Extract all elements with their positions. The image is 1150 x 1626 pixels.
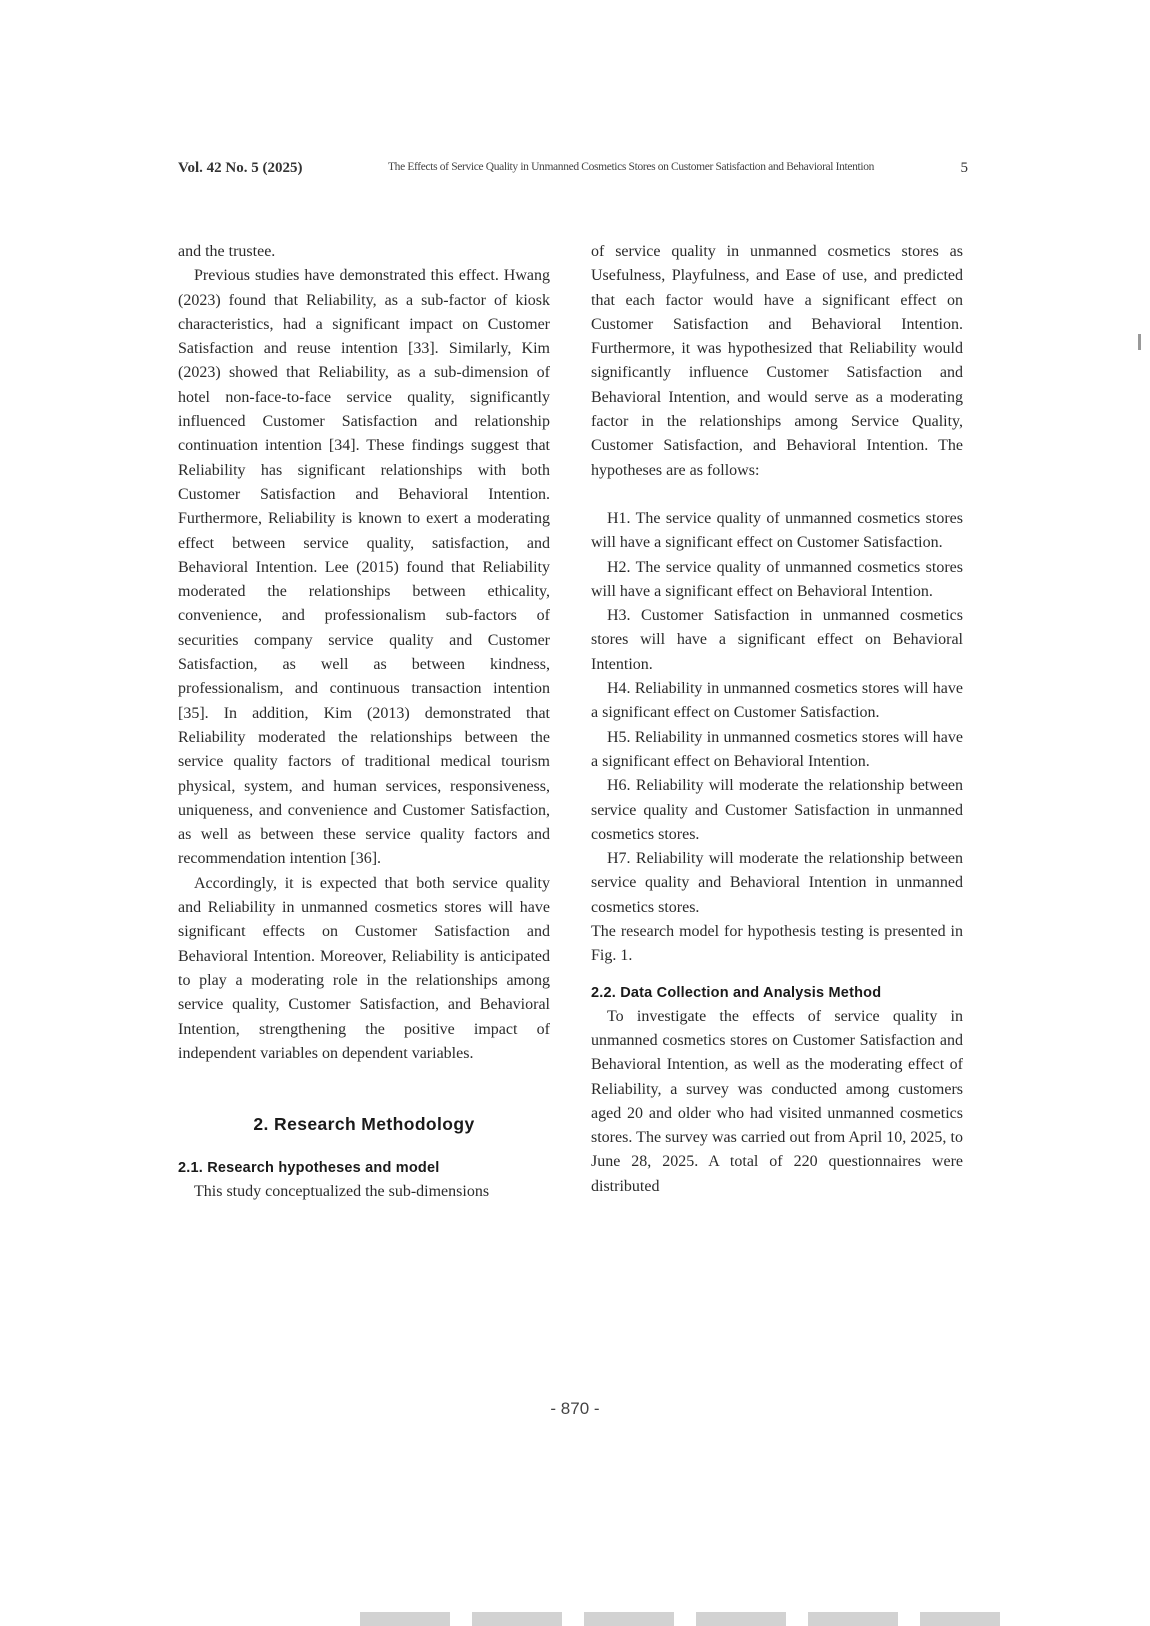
paragraph: of service quality in unmanned cosmetics stores as Usefulness, Playfulness, and Ease of use, and predicted that each factor would have a significant effect on Customer Satisfaction and Behavioral Intention. Furthermore, it was hypothesized that Reliability would significantly influence Customer Satisfaction and Behavioral Intention, and would serve as a moderating factor in the relationships among Service Quality, Customer Satisfaction, and Behavioral Intention. The hypotheses are as follows: — [591, 243, 963, 479]
running-header — [178, 160, 968, 186]
left-column — [178, 240, 550, 1205]
running-title: The Effects of Service Quality in Unmanned Cosmetics Stores on Customer Satisfaction and Behavioral Intention — [388, 161, 875, 173]
scan-artifact-band — [360, 1612, 1000, 1626]
hypothesis-item: H6. Reliability will moderate the relationship between service quality and Customer Satisfaction in unmanned cosmetics stores. — [591, 777, 963, 843]
hypothesis-item: H4. Reliability in unmanned cosmetics stores will have a significant effect on Customer Satisfaction. — [591, 680, 963, 722]
hypothesis-item: H1. The service quality of unmanned cosmetics stores will have a significant effect on Customer Satisfaction. — [591, 509, 963, 552]
journal-page-number: 5 — [960, 160, 968, 176]
hypothesis-item: H2. The service quality of unmanned cosmetics stores will have a significant effect on Behavioral Intention. — [591, 558, 963, 600]
subsection-title: 2.2. Data Collection and Analysis Method — [591, 984, 882, 1001]
hypothesis-item: H5. Reliability in unmanned cosmetics stores will have a significant effect on Behavioral Intention. — [591, 728, 963, 770]
paragraph: and the trustee. — [178, 243, 276, 260]
hypothesis-item: H7. Reliability will moderate the relationship between service quality and Behavioral Intention in unmanned cosmetics stores. — [591, 850, 963, 916]
journal-volume: Vol. 42 No. 5 (2025) — [178, 160, 303, 176]
hypothesis-item: H3. Customer Satisfaction in unmanned cosmetics stores will have a significant effect on Behavioral Intention. — [591, 607, 963, 673]
subsection-title: 2.1. Research hypotheses and model — [178, 1160, 440, 1177]
paragraph: The research model for hypothesis testing is presented in Fig. 1. — [591, 923, 963, 965]
paragraph: To investigate the effects of service quality in unmanned cosmetics stores on Customer Satisfaction and Behavioral Intention, as well as the moderating effect of Reliability, a survey was conducted among customers aged 20 and older who had visited unmanned cosmetics stores. The survey was carried out from April 10, 2025, to June 28, 2025. A total of 220 questionnaires were distributed — [591, 1007, 963, 1195]
footer-page-number: - 870 - — [550, 1399, 600, 1418]
section-title: 2. Research Methodology — [253, 1114, 475, 1135]
right-column — [591, 240, 963, 1199]
paragraph: Previous studies have demonstrated this effect. Hwang (2023) found that Reliability, as a sub-factor of kiosk characteristics, had a significant impact on Customer Satisfaction and reuse intention [33]. Similarly, Kim (2023) showed that Reliability, as a sub-dimension of hotel non-face-to-face service quality, significantly influenced Customer Satisfaction and relationship continuation intention [34]. These findings suggest that Reliability has significant relationships with both Customer Satisfaction and Behavioral Intention. Furthermore, Reliability is known to exert a moderating effect between service quality, satisfaction, and Behavioral Intention. Lee (2015) found that Reliability moderated the relationships between ethicality, convenience, and professionalism sub-factors of securities company service quality and Customer Satisfaction, as well as between kindness, professionalism, and continuous transaction intention [35]. In addition, Kim (2013) demonstrated that Reliability moderated the relationships between the service quality factors of traditional medical tourism physical, system, and human services, responsiveness, uniqueness, and convenience and Customer Satisfaction, as well as between these service quality factors and recommendation intention [36]. — [178, 267, 550, 868]
paragraph: This study conceptualized the sub-dimensions — [194, 1183, 490, 1201]
scan-artifact-mark — [1138, 334, 1141, 350]
paragraph: Accordingly, it is expected that both service quality and Reliability in unmanned cosmetics stores will have significant effects on Customer Satisfaction and Behavioral Intention. Moreover, Reliability is anticipated to play a moderating role in the relationships among service quality, Customer Satisfaction, and Behavioral Intention, strengthening the positive impact of independent variables on dependent variables. — [178, 874, 550, 1062]
